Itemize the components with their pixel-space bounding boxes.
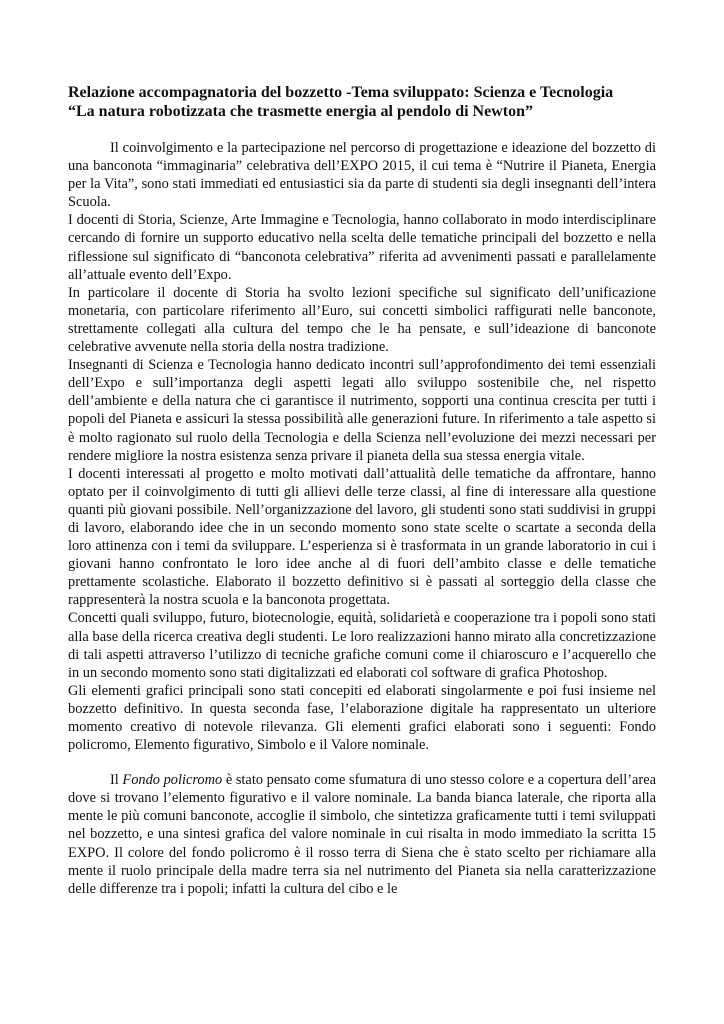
paragraph-intro: Il coinvolgimento e la partecipazione nel percorso di progettazione e ideazione del bozzetto di una banconota “immaginaria” celebrativa dell’EXPO 2015, il cui tema è “Nutrire il Pianeta, Energia per la Vita”, sono stati immediati ed entusiastici sia da parte di studenti sia degli insegnanti dell’intera Scuola. [68,140,656,211]
fondo-prefix: Il [110,772,123,789]
paragraph-docenti: I docenti di Storia, Scienze, Arte Immagine e Tecnologia, hanno collaborato in modo interdisciplinare cercando di fornire un supporto educativo nella scelta delle tematiche principali del bozzetto e nella riflessione sul significato di “banconota celebrativa” riferita ad avvenimenti passati e parallelamente all’attuale evento dell’Expo. [68,212,656,283]
paragraph-concetti: Concetti quali sviluppo, futuro, biotecnologie, equità, solidarietà e cooperazione tra i popoli sono stati alla base della ricerca creativa degli studenti. Le loro realizzazioni hanno mirato alla concretizzazione di tali aspetti attraverso l’utilizzo di tecniche grafiche comuni come il chiaroscuro e l’acquerello che in un secondo momento sono stati digitalizzati ed elaborati col software di grafica Photoshop. [68,610,656,681]
title-line-2: “La natura robotizzata che trasmette energia al pendolo di Newton” [68,103,533,120]
paragraph-elementi-grafici: Gli elementi grafici principali sono stati concepiti ed elaborati singolarmente e poi fusi insieme nel bozzetto definitivo. In questa seconda fase, l’elaborazione digitale ha rappresentato un ulteriore momento creativo di notevole rilevanza. Gli elementi grafici elaborati sono i seguenti: Fondo policromo, Elemento figurativo, Simbolo e il Valore nominale. [68,682,656,754]
fondo-description: è stato pensato come sfumatura di uno stesso colore e a copertura dell’area dove si trovano l’elemento figurativo e il valore nominale. La banda bianca laterale, che riporta alla mente le più comuni banconote, accoglie il simbolo, che sintetizza graficamente tutti i temi sviluppati nel bozzetto, e una sintesi grafica del valore nominale in cui risalta in modo immediato la scritta 15 EXPO. Il colore del fondo policromo è il rosso terra di Siena che è stato scelto per richiamare alla mente il ruolo principale della madre terra sia nel nutrimento del Pianeta sia nella caratterizzazione delle differenze tra i popoli; infatti la cultura del cibo e le [68,772,656,897]
paragraph-spacer [68,754,656,771]
document-body [68,139,656,898]
paragraph-fondo-policromo [68,771,656,898]
paragraph-storia: In particolare il docente di Storia ha svolto lezioni specifiche sul significato dell’unificazione monetaria, con particolare riferimento all’Euro, sui concetti simbolici raffigurati nelle banconote, strettamente collegati alla cultura del tempo che le ha pensate, e sull’ideazione di banconote celebrative avvenute nella storia della nostra tradizione. [68,284,656,356]
title-line-1: Relazione accompagnatoria del bozzetto -Tema sviluppato: Scienza e Tecnologia [68,84,614,101]
paragraph-progetto: I docenti interessati al progetto e molto motivati dall’attualità delle tematiche da affrontare, hanno optato per il coinvolgimento di tutti gli allievi delle terze classi, al fine di interessare alla questione quanti più giovani possibile. Nell’organizzazione del lavoro, gli studenti sono stati suddivisi in gruppi di lavoro, elaborando idee che in un secondo momento sono state scelte o scartate a seconda della loro attinenza con i temi da sviluppare. L’esperienza si è trasformata in un grande laboratorio in cui i giovani hanno confrontato le loro idee anche al di fuori dell’ambito classe e delle tematiche prettamente scolastiche. Elaborato il bozzetto definitivo si è passati al sorteggio della classe che rappresenterà la nostra scuola e la banconota progettata. [68,465,656,609]
document-page [68,83,656,898]
paragraph-scienza-tecnologia: Insegnanti di Scienza e Tecnologia hanno dedicato incontri sull’approfondimento dei temi essenziali dell’Expo e sull’importanza degli aspetti legati allo sviluppo sostenibile che, nel rispetto dell’ambiente e della natura che ci garantisce il nutrimento, sopporti una continua crescita per tutti i popoli del Pianeta e assicuri la stessa possibilità alle generazioni future. In riferimento a tale aspetto si è molto ragionato sul ruolo della Tecnologia e della Scienza nell’evoluzione dei mezzi necessari per rendere migliore la nostra esistenza senza privare il pianeta della sua stessa energia vitale. [68,357,656,464]
document-title [68,83,656,121]
fondo-policromo-term: Fondo policromo [122,772,223,789]
